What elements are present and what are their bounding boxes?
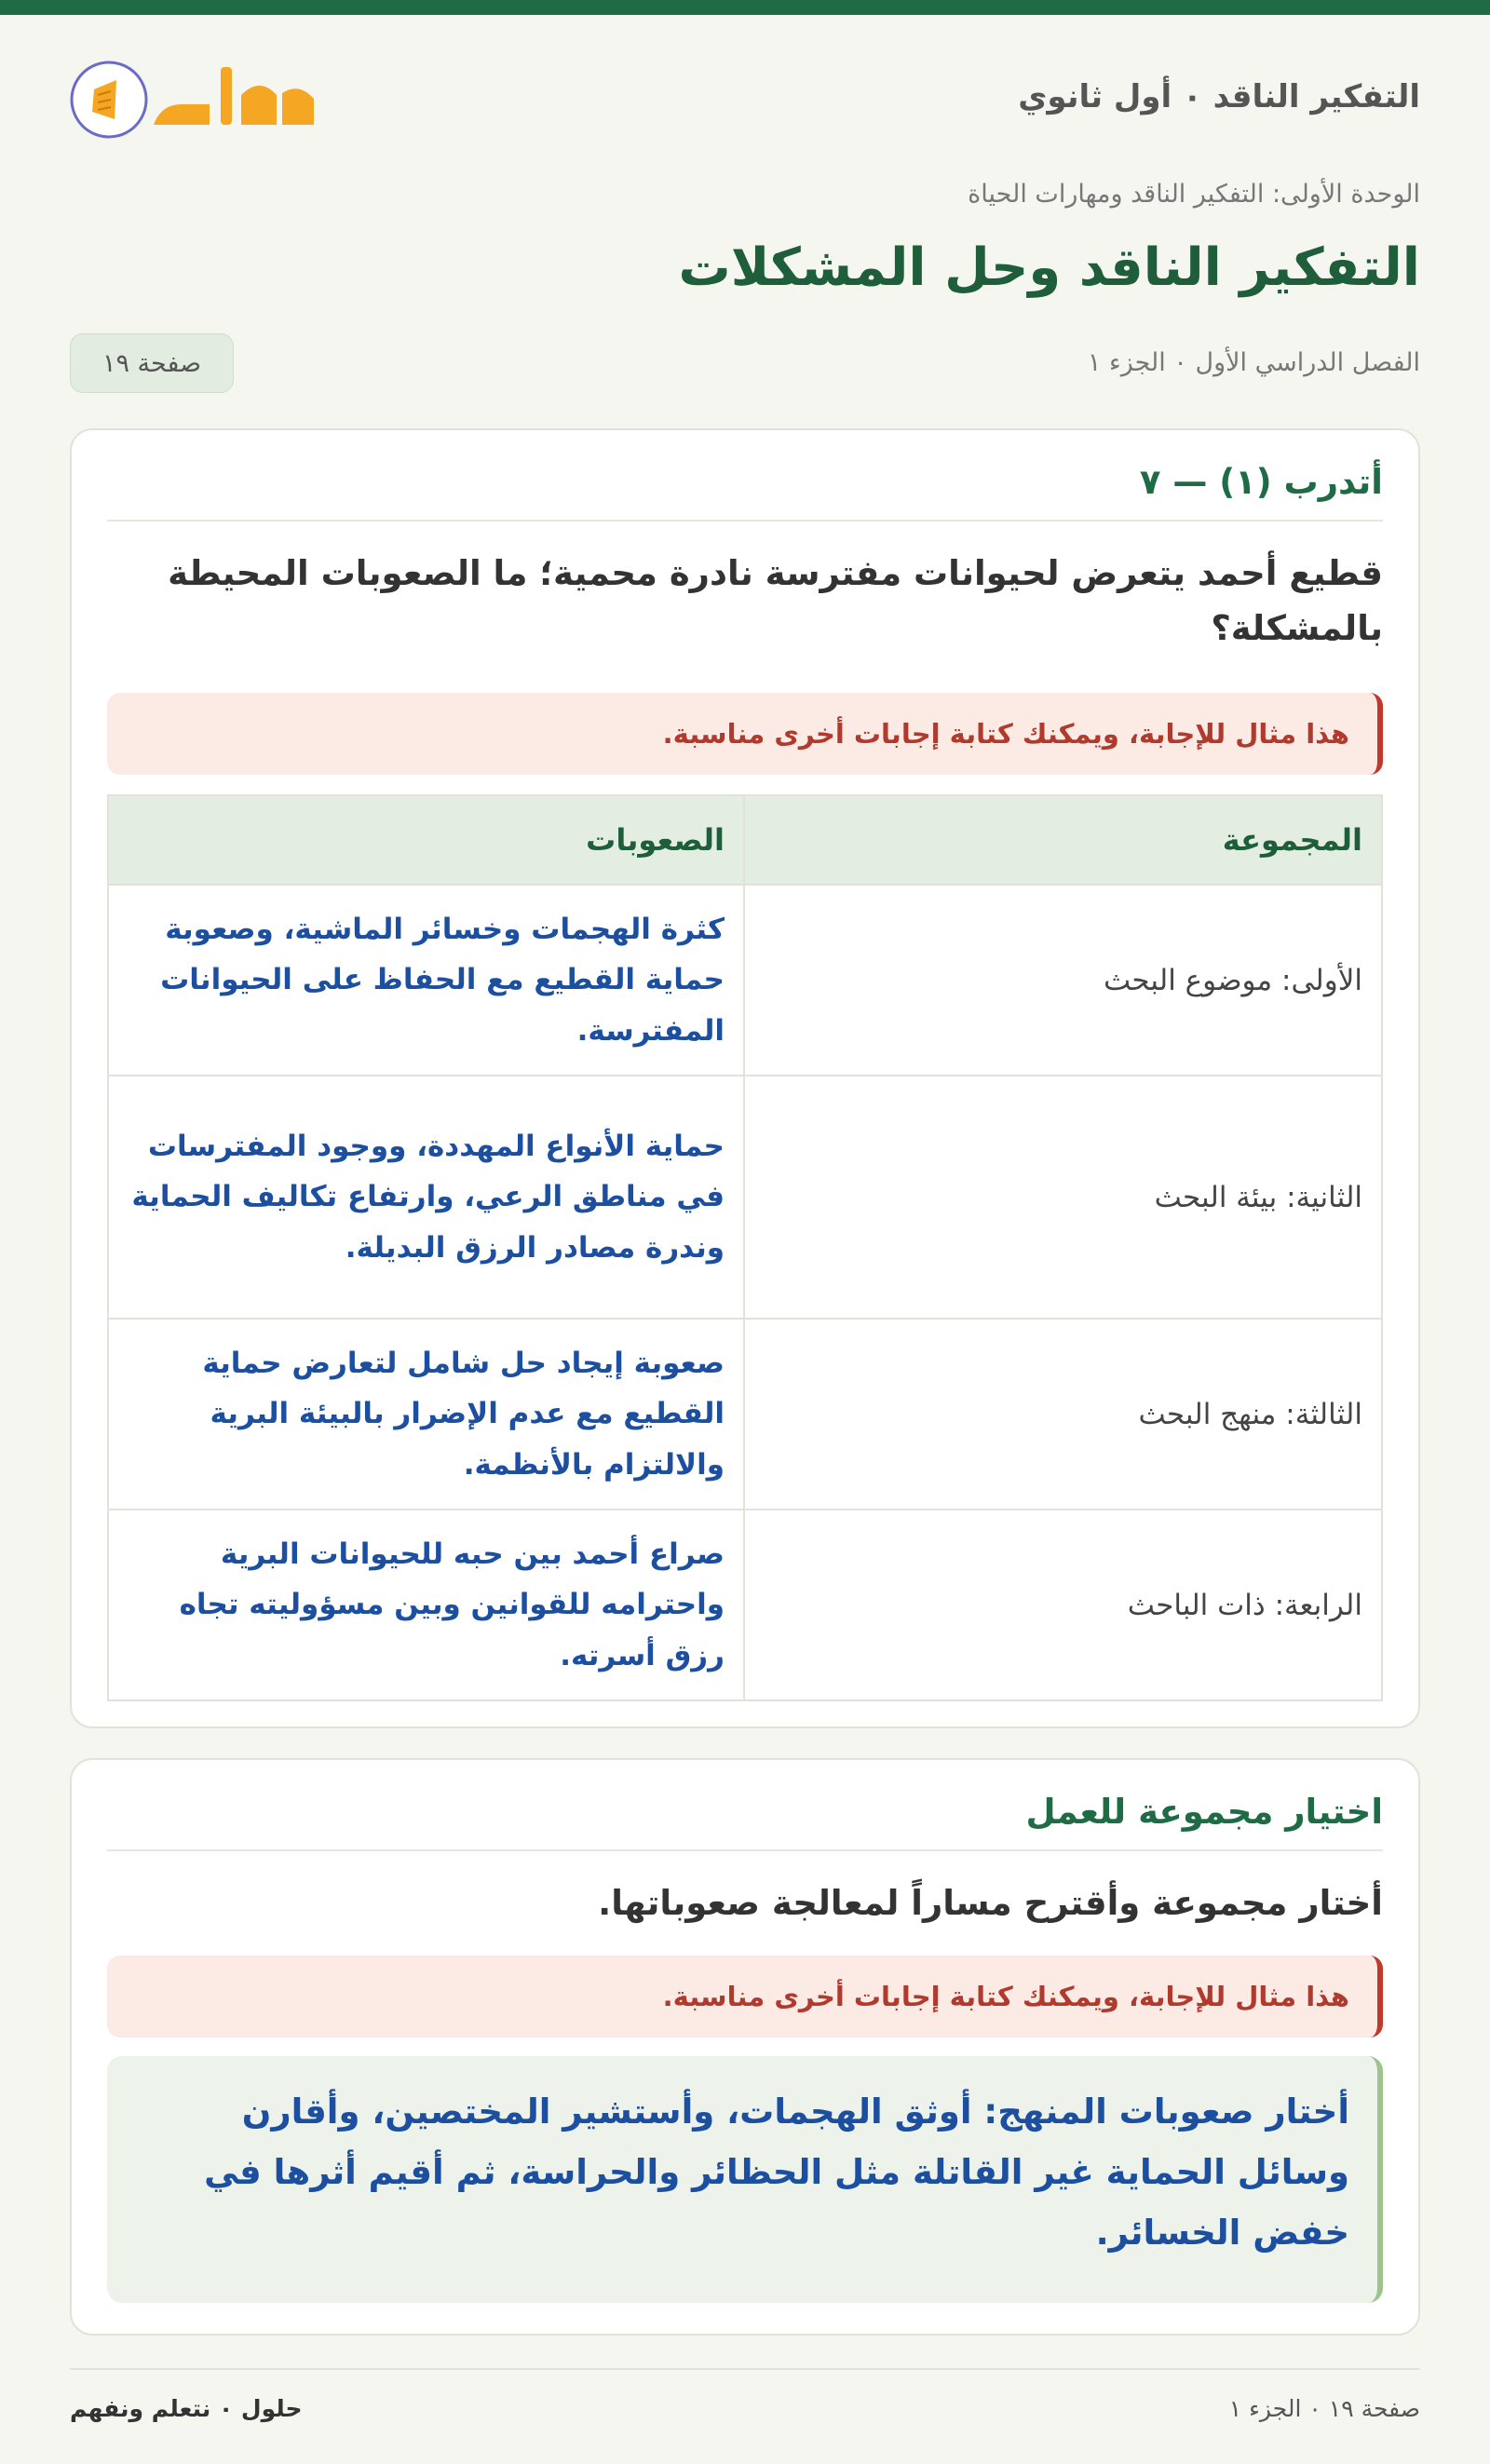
footer-divider <box>70 2368 1420 2370</box>
footer-page-info: صفحة ١٩ ٠ الجزء ١ <box>1228 2395 1420 2422</box>
table-header-difficulties: الصعوبات <box>108 795 744 885</box>
exercise-card <box>70 428 1420 1728</box>
top-accent-bar <box>0 0 1490 15</box>
exercise-question: قطيع أحمد يتعرض لحيوانات مفترسة نادرة محمية؛ ما الصعوبات المحيطة بالمشكلة؟ <box>168 553 1383 649</box>
divider <box>107 520 1383 521</box>
table-row <box>108 1510 1382 1700</box>
difficulties-table <box>107 794 1383 1701</box>
svg-text:حلول: حلول <box>235 127 237 128</box>
difficulty-cell: صعوبة إيجاد حل شامل لتعارض حماية القطيع مع عدم الإضرار بالبيئة البرية والالتزام بالأنظمة. <box>108 1319 744 1510</box>
footer-brand[interactable]: حلول ٠ نتعلم ونفهم <box>70 2395 303 2422</box>
group-cell: الثانية: بيئة البحث <box>744 1076 1382 1319</box>
semester-label: الفصل الدراسي الأول ٠ الجزء ١ <box>1087 348 1420 377</box>
choose-group-card <box>70 1758 1420 2335</box>
table-row <box>108 1076 1382 1319</box>
page-header <box>70 58 1420 142</box>
answer-box: أختار صعوبات المنهج: أوثق الهجمات، وأستشير المختصين، وأقارن وسائل الحماية غير القاتلة مثل الحظائر والحراسة، ثم أقيم أثرها في خفض الخسائر. <box>107 2056 1383 2303</box>
exercise-title: أتدرب (١) — ٧ <box>1139 462 1383 502</box>
difficulty-cell: حماية الأنواع المهددة، ووجود المفترسات في مناطق الرعي، وارتفاع تكاليف الحماية وندرة مصادر الرزق البديلة. <box>108 1076 744 1319</box>
course-title: التفكير الناقد ٠ أول ثانوي <box>1018 78 1420 115</box>
table-header-group: المجموعة <box>744 795 1382 885</box>
table-row <box>108 885 1382 1076</box>
lesson-title: التفكير الناقد وحل المشكلات <box>678 237 1420 298</box>
unit-label: الوحدة الأولى: التفكير الناقد ومهارات الحياة <box>968 180 1420 209</box>
page-badge: صفحة ١٩ <box>70 333 234 393</box>
divider <box>107 1849 1383 1851</box>
difficulty-cell: صراع أحمد بين حبه للحيوانات البرية واحترامه للقوانين وبين مسؤوليته تجاه رزق أسرته. <box>108 1510 744 1700</box>
choose-title: اختيار مجموعة للعمل <box>1025 1792 1383 1832</box>
choose-question: أختار مجموعة وأقترح مساراً لمعالجة صعوباتها. <box>598 1883 1383 1923</box>
answer-note: هذا مثال للإجابة، ويمكنك كتابة إجابات أخرى مناسبة. <box>107 693 1383 775</box>
answer-note: هذا مثال للإجابة، ويمكنك كتابة إجابات أخرى مناسبة. <box>107 1956 1383 2038</box>
group-cell: الثالثة: منهج البحث <box>744 1319 1382 1510</box>
group-cell: الأولى: موضوع البحث <box>744 885 1382 1076</box>
group-cell: الرابعة: ذات الباحث <box>744 1510 1382 1700</box>
table-row <box>108 1319 1382 1510</box>
difficulty-cell: كثرة الهجمات وخسائر الماشية، وصعوبة حماية القطيع مع الحفاظ على الحيوانات المفترسة. <box>108 885 744 1076</box>
hulul-logo[interactable] <box>70 58 321 142</box>
